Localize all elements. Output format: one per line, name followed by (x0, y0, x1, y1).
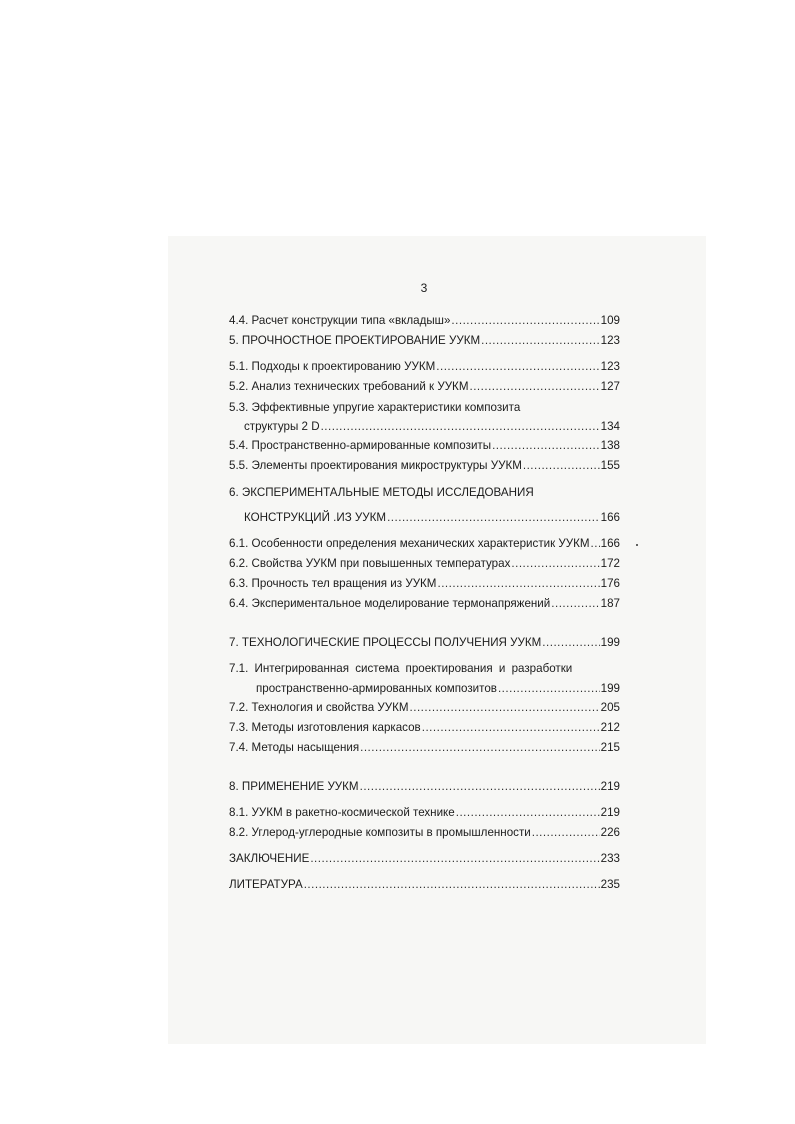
toc-leader (551, 597, 599, 611)
toc-entry-8-1 (229, 806, 620, 820)
toc-entry-5-1 (229, 360, 620, 374)
toc-entry-title: 6.3. Прочность тел вращения из УУКМ (229, 577, 437, 590)
toc-leader (492, 439, 600, 453)
toc-leader (422, 721, 600, 735)
toc-leader (469, 380, 599, 394)
toc-entry-5-3 (244, 420, 620, 434)
toc-entry-title: 7.4. Методы насыщения (229, 741, 360, 754)
toc-entry-4-4 (229, 314, 620, 328)
toc-entry-7-4 (229, 741, 620, 755)
toc-entry-title: структуры 2 D (244, 420, 320, 433)
toc-leader (511, 557, 599, 571)
toc-entry-7-1-line1: 7.1. Интегрированная система проектирования и разработки (229, 662, 573, 675)
toc-entry-title: 5.4. Пространственно-армированные композиты (229, 439, 492, 452)
toc-entry-title: 6.2. Свойства УУКМ при повышенных температурах (229, 557, 511, 570)
toc-chapter-5 (229, 334, 620, 348)
toc-entry-title: ЗАКЛЮЧЕНИЕ (229, 852, 310, 865)
toc-leader (310, 852, 599, 866)
toc-leader (523, 459, 600, 473)
toc-entry-6-2 (229, 557, 620, 571)
toc-entry-title: 5. ПРОЧНОСТНОЕ ПРОЕКТИРОВАНИЕ УУКМ (229, 334, 481, 347)
toc-entry-page: 235 (600, 878, 620, 891)
toc-leader (437, 577, 599, 591)
toc-entry-8-2 (229, 826, 620, 840)
scan-speck (636, 544, 638, 546)
toc-entry-6-4 (229, 597, 620, 611)
toc-entry-page: 134 (600, 420, 620, 433)
toc-leader (542, 636, 599, 650)
toc-entry-page: 187 (600, 597, 620, 610)
toc-entry-page: 172 (600, 557, 620, 570)
toc-entry-page: 219 (600, 806, 620, 819)
toc-entry-page: 155 (600, 459, 620, 472)
toc-entry-5-5 (229, 459, 620, 473)
toc-entry-title: 6.4. Экспериментальное моделирование термонапряжений (229, 597, 551, 610)
toc-entry-title: 6.1. Особенности определения механических характеристик УУКМ (229, 537, 590, 550)
page-number: 3 (420, 281, 428, 295)
toc-entry-title: 8.2. Углерод-углеродные композиты в промышленности (229, 826, 531, 839)
toc-leader (436, 360, 599, 374)
toc-leader (321, 420, 600, 434)
toc-entry-page: 215 (600, 741, 620, 754)
toc-chapter-8 (229, 780, 620, 794)
toc-leader (360, 780, 600, 794)
toc-leader (387, 511, 600, 525)
toc-entry-7-3 (229, 721, 620, 735)
toc-entry-page: 233 (600, 852, 620, 865)
toc-entry-title: 7.2. Технология и свойства УУКМ (229, 701, 409, 714)
toc-entry-page: 123 (600, 360, 620, 373)
toc-entry-title: 7. ТЕХНОЛОГИЧЕСКИЕ ПРОЦЕССЫ ПОЛУЧЕНИЯ УУКМ (229, 636, 542, 649)
toc-entry-page: 199 (600, 682, 620, 695)
toc-leader (481, 334, 600, 348)
toc-conclusion (229, 852, 620, 866)
toc-leader (451, 314, 599, 328)
toc-leader (591, 537, 600, 551)
toc-entry-page: 166 (600, 537, 620, 550)
toc-entry-page: 109 (600, 314, 620, 327)
toc-entry-page: 123 (600, 334, 620, 347)
toc-entry-6-1 (229, 537, 620, 551)
toc-entry-title: 4.4. Расчет конструкции типа «вкладыш» (229, 314, 451, 327)
toc-leader (410, 701, 600, 715)
toc-chapter-6 (244, 511, 620, 525)
toc-chapter-7 (229, 636, 620, 650)
toc-entry-5-2 (229, 380, 620, 394)
toc-entry-6-3 (229, 577, 620, 591)
toc-entry-page: 166 (600, 511, 620, 524)
toc-entry-7-2 (229, 701, 620, 715)
toc-leader (456, 806, 600, 820)
toc-literature (229, 878, 620, 892)
toc-entry-title: 5.5. Элементы проектирования микроструктуры УУКМ (229, 459, 522, 472)
toc-entry-page: 138 (600, 439, 620, 452)
toc-entry-title: 7.3. Методы изготовления каркасов (229, 721, 421, 734)
toc-entry-title: КОНСТРУКЦИЙ .ИЗ УУКМ (244, 511, 387, 524)
toc-leader (360, 741, 600, 755)
toc-entry-title: пространственно-армированных композитов (256, 682, 497, 695)
toc-entry-page: 127 (600, 380, 620, 393)
toc-entry-page: 226 (600, 826, 620, 839)
toc-entry-title: ЛИТЕРАТУРА (229, 878, 303, 891)
toc-leader (532, 826, 600, 840)
toc-entry-page: 176 (600, 577, 620, 590)
toc-entry-title: 5.2. Анализ технических требований к УУКМ (229, 380, 469, 393)
toc-chapter-6-line1: 6. ЭКСПЕРИМЕНТАЛЬНЫЕ МЕТОДЫ ИССЛЕДОВАНИЯ (229, 486, 534, 499)
toc-leader (304, 878, 600, 892)
toc-entry-page: 219 (600, 780, 620, 793)
toc-entry-title: 8. ПРИМЕНЕНИЕ УУКМ (229, 780, 359, 793)
toc-entry-page: 199 (600, 636, 620, 649)
toc-leader (498, 682, 600, 696)
toc-entry-title: 8.1. УУКМ в ракетно-космической технике (229, 806, 455, 819)
toc-entry-5-4 (229, 439, 620, 453)
toc-entry-page: 212 (600, 721, 620, 734)
toc-entry-7-1 (256, 682, 620, 696)
toc-entry-5-3-line1: 5.3. Эффективные упругие характеристики композита (229, 401, 521, 414)
toc-entry-page: 205 (600, 701, 620, 714)
toc-entry-title: 5.1. Подходы к проектированию УУКМ (229, 360, 436, 373)
